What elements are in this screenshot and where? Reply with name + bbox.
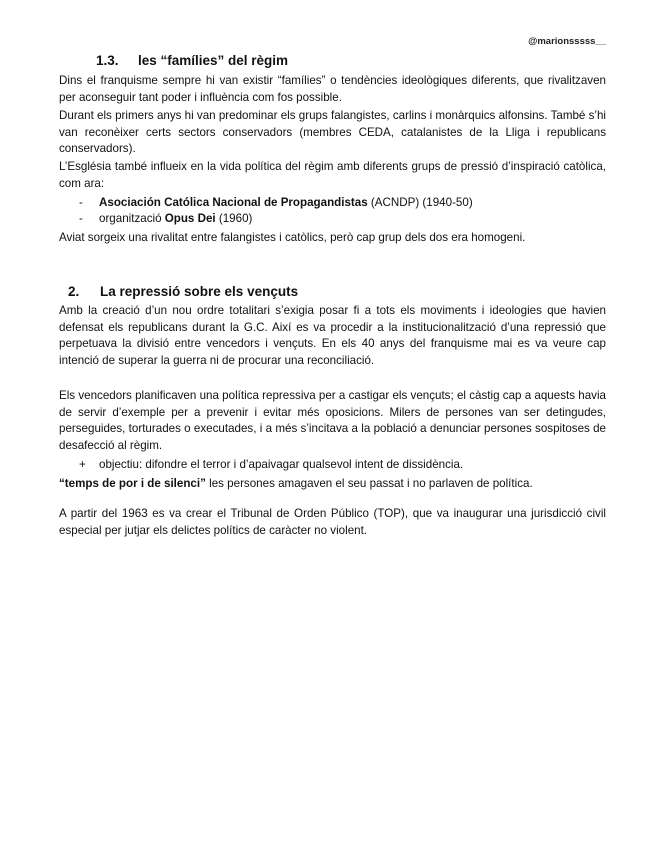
paragraph-text: les persones amagaven el seu passat i no parlaven de política. bbox=[205, 477, 533, 490]
list-item bbox=[79, 457, 606, 474]
paragraph: L’Església també influeix en la vida política del règim amb diferents grups de pressió d’inspiració catòlica, com ara: bbox=[59, 160, 606, 190]
paragraph: Aviat sorgeix una rivalitat entre falangistes i catòlics, però cap grup dels dos era homogeni. bbox=[59, 231, 526, 244]
emphasis: “temps de por i de silenci” bbox=[59, 477, 206, 490]
section-1-3-heading bbox=[96, 53, 288, 69]
list-item-text: (ACNDP) (1940-50) bbox=[367, 196, 473, 209]
organization-name: Asociación Católica Nacional de Propagandistas bbox=[99, 196, 368, 209]
paragraph: Amb la creació d’un nou ordre totalitari s’exigia posar fi a tots els moviments i ideologies que havien defensat els republicans durant la G.C. Així es va procedir a la institucionalització d’una repressió que perpetuava la divisió entre vencedors i vençuts. En els 40 anys del franquisme mai es va veure cap intenció de superar la guerra ni de procurar una reconciliació. bbox=[59, 304, 606, 367]
section-title: les “famílies” del règim bbox=[138, 53, 289, 68]
paragraph: Durant els primers anys hi van predominar els grups falangistes, carlins i monàrquics alfonsins. També s’hi van reconèixer certs sectors conservadors (membres CEDA, catalanistes de la Lliga i republicans conservadors). bbox=[59, 109, 606, 156]
section-number: 2. bbox=[68, 284, 80, 299]
paragraph: Els vencedors planificaven una política repressiva per a castigar els vençuts; el càstig cap a aquests havia de servir d’exemple per a prevenir i evitar més oposicions. Milers de persones van ser detingudes, perseguides, torturades o executades, i a més s’incitava a la població a denunciar persones sospitoses de desafecció al règim. bbox=[59, 389, 606, 452]
section-number: 1.3. bbox=[96, 53, 119, 68]
list-item bbox=[79, 211, 606, 228]
section-title: La repressió sobre els vençuts bbox=[100, 284, 299, 299]
section-2-heading bbox=[68, 284, 298, 300]
dash-bullet: - bbox=[79, 212, 83, 225]
dash-bullet: - bbox=[79, 196, 83, 209]
paragraph bbox=[59, 476, 606, 493]
list-item-text: objectiu: difondre el terror i d’apaivagar qualsevol intent de dissidència. bbox=[99, 458, 464, 471]
organization-name: Opus Dei bbox=[164, 212, 216, 225]
list-item bbox=[79, 195, 606, 212]
author-handle: @marionsssss__ bbox=[528, 36, 606, 47]
plus-bullet: + bbox=[79, 458, 86, 471]
paragraph: A partir del 1963 es va crear el Tribunal de Orden Público (TOP), que va inaugurar una jurisdicció civil especial per jutjar els delictes polítics de caràcter no violent. bbox=[59, 507, 606, 537]
paragraph: Dins el franquisme sempre hi van existir “famílies” o tendències ideològiques diferents, que rivalitzaven per aconseguir tant poder i influència com fos possible. bbox=[59, 74, 606, 104]
list-item-prefix: organització bbox=[99, 212, 165, 225]
list-item-text: (1960) bbox=[215, 212, 253, 225]
